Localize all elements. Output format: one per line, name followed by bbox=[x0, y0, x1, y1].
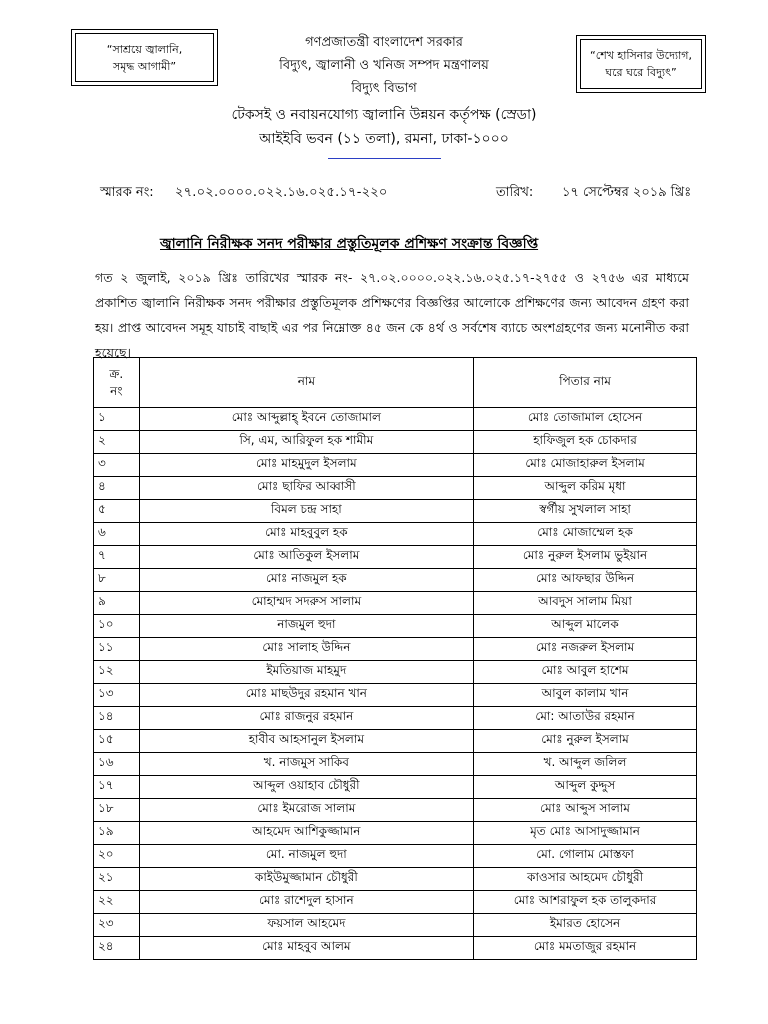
name-cell: মোঃ আব্দুল্লাহ্ ইবনে তোজামাল bbox=[139, 408, 473, 431]
serial-cell: ২০ bbox=[94, 845, 140, 868]
table-row bbox=[94, 845, 697, 868]
table-row bbox=[94, 638, 697, 661]
memo-number: ২৭.০২.০০০০.০২২.১৬.০২৫.১৭-২২০ bbox=[175, 185, 388, 200]
table-row bbox=[94, 891, 697, 914]
serial-cell: ৬ bbox=[94, 523, 140, 546]
serial-cell: ৮ bbox=[94, 569, 140, 592]
name-cell: হাবীব আহসানুল ইসলাম bbox=[139, 730, 473, 753]
father-name-cell: আব্দুল মালেক bbox=[474, 615, 697, 638]
slogan-right-line1: “শেখ হাসিনার উদ্যোগ, bbox=[590, 49, 692, 62]
table-row bbox=[94, 569, 697, 592]
serial-cell: ১৭ bbox=[94, 776, 140, 799]
table-row bbox=[94, 799, 697, 822]
serial-cell: ২৪ bbox=[94, 937, 140, 960]
serial-cell: ৫ bbox=[94, 500, 140, 523]
father-name-cell: মোঃ আবুল হাশেম bbox=[474, 661, 697, 684]
father-name-cell: হাফিজুল হক চোকদার bbox=[474, 431, 697, 454]
header-authority: টেকসই ও নবায়নযোগ্য জ্বালানি উন্নয়ন কর্তৃপক্ষ (স্রেডা) bbox=[231, 107, 537, 123]
serial-cell: ১৮ bbox=[94, 799, 140, 822]
name-cell: ফয়সাল আহমেদ bbox=[139, 914, 473, 937]
table-row bbox=[94, 661, 697, 684]
father-name-cell: আব্দুল কুদ্দুস bbox=[474, 776, 697, 799]
table-row bbox=[94, 408, 697, 431]
table-row bbox=[94, 776, 697, 799]
table-row bbox=[94, 523, 697, 546]
father-name-cell: স্বর্গীয় সুখলাল সাহা bbox=[474, 500, 697, 523]
table-row bbox=[94, 500, 697, 523]
name-column-header: নাম bbox=[139, 358, 473, 408]
name-cell: মোঃ মাহমুদুল ইসলাম bbox=[139, 454, 473, 477]
table-row bbox=[94, 914, 697, 937]
serial-cell: ৪ bbox=[94, 477, 140, 500]
header-government: গণপ্রজাতন্ত্রী বাংলাদেশ সরকার bbox=[305, 35, 463, 50]
slogan-left-line1: “সাশ্রয়ে জ্বালানি, bbox=[106, 42, 183, 56]
serial-cell: ৯ bbox=[94, 592, 140, 615]
father-name-cell: আবুল কালাম খান bbox=[474, 684, 697, 707]
serial-cell: ২ bbox=[94, 431, 140, 454]
name-cell: মোঃ মাহবুবুল হক bbox=[139, 523, 473, 546]
father-name-cell: খ. আব্দুল জলিল bbox=[474, 753, 697, 776]
header-ministry: বিদ্যুৎ, জ্বালানী ও খনিজ সম্পদ মন্ত্রণালয় bbox=[279, 58, 489, 73]
name-cell: খ. নাজমুস সাকিব bbox=[139, 753, 473, 776]
name-cell: মোঃ রাশেদুল হাসান bbox=[139, 891, 473, 914]
father-name-cell: মোঃ নুরুল ইসলাম bbox=[474, 730, 697, 753]
serial-header-line2: নং bbox=[110, 383, 123, 398]
father-name-cell: ইমারত হোসেন bbox=[474, 914, 697, 937]
father-name-cell: আবদুস সালাম মিয়া bbox=[474, 592, 697, 615]
table-row bbox=[94, 592, 697, 615]
father-name-cell: মৃত মোঃ আসাদুজ্জামান bbox=[474, 822, 697, 845]
father-name-cell: মোঃ নুরুল ইসলাম ভুইয়ান bbox=[474, 546, 697, 569]
notice-body: গত ২ জুলাই, ২০১৯ খ্রিঃ তারিখের স্মারক নং- ২৭.০২.০০০০.০২২.১৬.০২৫.১৭-২৭৫৫ ও ২৭৫৬ এর মাধ্যমে প্রকাশিত জ্বালানি নিরীক্ষক সনদ পরীক্ষার প্রস্তুতিমূলক প্রশিক্ষণের বিজ্ঞপ্তির আলোকে প্রশিক্ষণের জন্য আবেদন গ্রহণ করা হয়। প্রাপ্ত আবেদন সমূহ যাচাই বাছাই এর পর নিম্নোক্ত ৪৫ জন কে ৪র্থ ও সর্বশেষ ব্যাচে অংশগ্রহণের জন্য মনোনীত করা হয়েছে। bbox=[95, 270, 689, 360]
name-cell: মোঃ ছাফির আব্বাসী bbox=[139, 477, 473, 500]
name-cell: মোহাম্মদ সদরুস সালাম bbox=[139, 592, 473, 615]
table-row bbox=[94, 822, 697, 845]
table-row bbox=[94, 684, 697, 707]
father-name-cell: মোঃ নজরুল ইসলাম bbox=[474, 638, 697, 661]
table-row bbox=[94, 454, 697, 477]
father-name-cell: মোঃ আফছার উদ্দিন bbox=[474, 569, 697, 592]
father-name-cell: মো. গোলাম মোস্তফা bbox=[474, 845, 697, 868]
table-row bbox=[94, 730, 697, 753]
name-cell: মোঃ মাহবুব আলম bbox=[139, 937, 473, 960]
serial-cell: ১৫ bbox=[94, 730, 140, 753]
table-row bbox=[94, 615, 697, 638]
table-row bbox=[94, 546, 697, 569]
serial-cell: ১৩ bbox=[94, 684, 140, 707]
name-cell: মোঃ রাজনুর রহমান bbox=[139, 707, 473, 730]
father-name-cell: মো: আতাউর রহমান bbox=[474, 707, 697, 730]
date-label: তারিখ: bbox=[496, 185, 534, 200]
notice-subject: জ্বালানি নিরীক্ষক সনদ পরীক্ষার প্রস্তুতিমূলক প্রশিক্ষণ সংক্রান্ত বিজ্ঞপ্তি bbox=[160, 236, 539, 252]
father-name-cell: মোঃ তোজামাল হোসেন bbox=[474, 408, 697, 431]
table-row bbox=[94, 868, 697, 891]
serial-cell: ১১ bbox=[94, 638, 140, 661]
table-row bbox=[94, 431, 697, 454]
name-cell: মোঃ সালাহ উদ্দিন bbox=[139, 638, 473, 661]
serial-cell: ২৩ bbox=[94, 914, 140, 937]
name-cell: আহমেদ আশিকুজ্জামান bbox=[139, 822, 473, 845]
father-name-cell: মোঃ মোজাম্মেল হক bbox=[474, 523, 697, 546]
father-name-cell: মোঃ আব্দুস সালাম bbox=[474, 799, 697, 822]
table-row bbox=[94, 477, 697, 500]
father-name-column-header: পিতার নাম bbox=[474, 358, 697, 408]
table-row bbox=[94, 707, 697, 730]
name-cell: মোঃ নাজমুল হক bbox=[139, 569, 473, 592]
name-cell: মোঃ ইমরোজ সালাম bbox=[139, 799, 473, 822]
serial-header-line1: ক্র. bbox=[109, 366, 124, 381]
table-header-row bbox=[94, 358, 697, 408]
father-name-cell: কাওসার আহমেদ চৌধুরী bbox=[474, 868, 697, 891]
serial-cell: ৩ bbox=[94, 454, 140, 477]
table-body bbox=[94, 408, 697, 960]
serial-cell: ১ bbox=[94, 408, 140, 431]
memo-label: স্মারক নং: bbox=[100, 185, 154, 200]
serial-cell: ৭ bbox=[94, 546, 140, 569]
name-cell: মোঃ আতিকুল ইসলাম bbox=[139, 546, 473, 569]
father-name-cell: মোঃ মোজাহারুল ইসলাম bbox=[474, 454, 697, 477]
header-division: বিদ্যুৎ বিভাগ bbox=[351, 81, 417, 96]
slogan-left-line2: সমৃদ্ধ আগামী” bbox=[112, 59, 177, 73]
name-cell: সি, এম, আরিফুল হক শামীম bbox=[139, 431, 473, 454]
serial-cell: ১০ bbox=[94, 615, 140, 638]
name-cell: নাজমুল হুদা bbox=[139, 615, 473, 638]
header-link-underline[interactable] bbox=[328, 158, 441, 159]
selected-candidates-table bbox=[93, 357, 697, 960]
father-name-cell: আব্দুল করিম মৃধা bbox=[474, 477, 697, 500]
serial-cell: ১২ bbox=[94, 661, 140, 684]
serial-cell: ১৪ bbox=[94, 707, 140, 730]
slogan-right-line2: ঘরে ঘরে বিদ্যুৎ” bbox=[605, 66, 677, 79]
father-name-cell: মোঃ মমতাজুর রহমান bbox=[474, 937, 697, 960]
name-cell: কাইউমুজ্জামান চৌধুরী bbox=[139, 868, 473, 891]
name-cell: ইমতিয়াজ মাহমুদ bbox=[139, 661, 473, 684]
name-cell: মোঃ মাছউদুর রহমান খান bbox=[139, 684, 473, 707]
header-address: আইইবি ভবন (১১ তলা), রমনা, ঢাকা-১০০০ bbox=[259, 131, 509, 147]
table-row bbox=[94, 753, 697, 776]
serial-cell: ২১ bbox=[94, 868, 140, 891]
table-row bbox=[94, 937, 697, 960]
serial-column-header bbox=[94, 358, 140, 408]
name-cell: মো. নাজমুল হুদা bbox=[139, 845, 473, 868]
father-name-cell: মোঃ আশরাফুল হক তালুকদার bbox=[474, 891, 697, 914]
name-cell: আব্দুল ওয়াহাব চৌধুরী bbox=[139, 776, 473, 799]
serial-cell: ১৬ bbox=[94, 753, 140, 776]
serial-cell: ১৯ bbox=[94, 822, 140, 845]
date-value: ১৭ সেপ্টেম্বর ২০১৯ খ্রিঃ bbox=[562, 185, 692, 200]
serial-cell: ২২ bbox=[94, 891, 140, 914]
name-cell: বিমল চন্দ্র সাহা bbox=[139, 500, 473, 523]
